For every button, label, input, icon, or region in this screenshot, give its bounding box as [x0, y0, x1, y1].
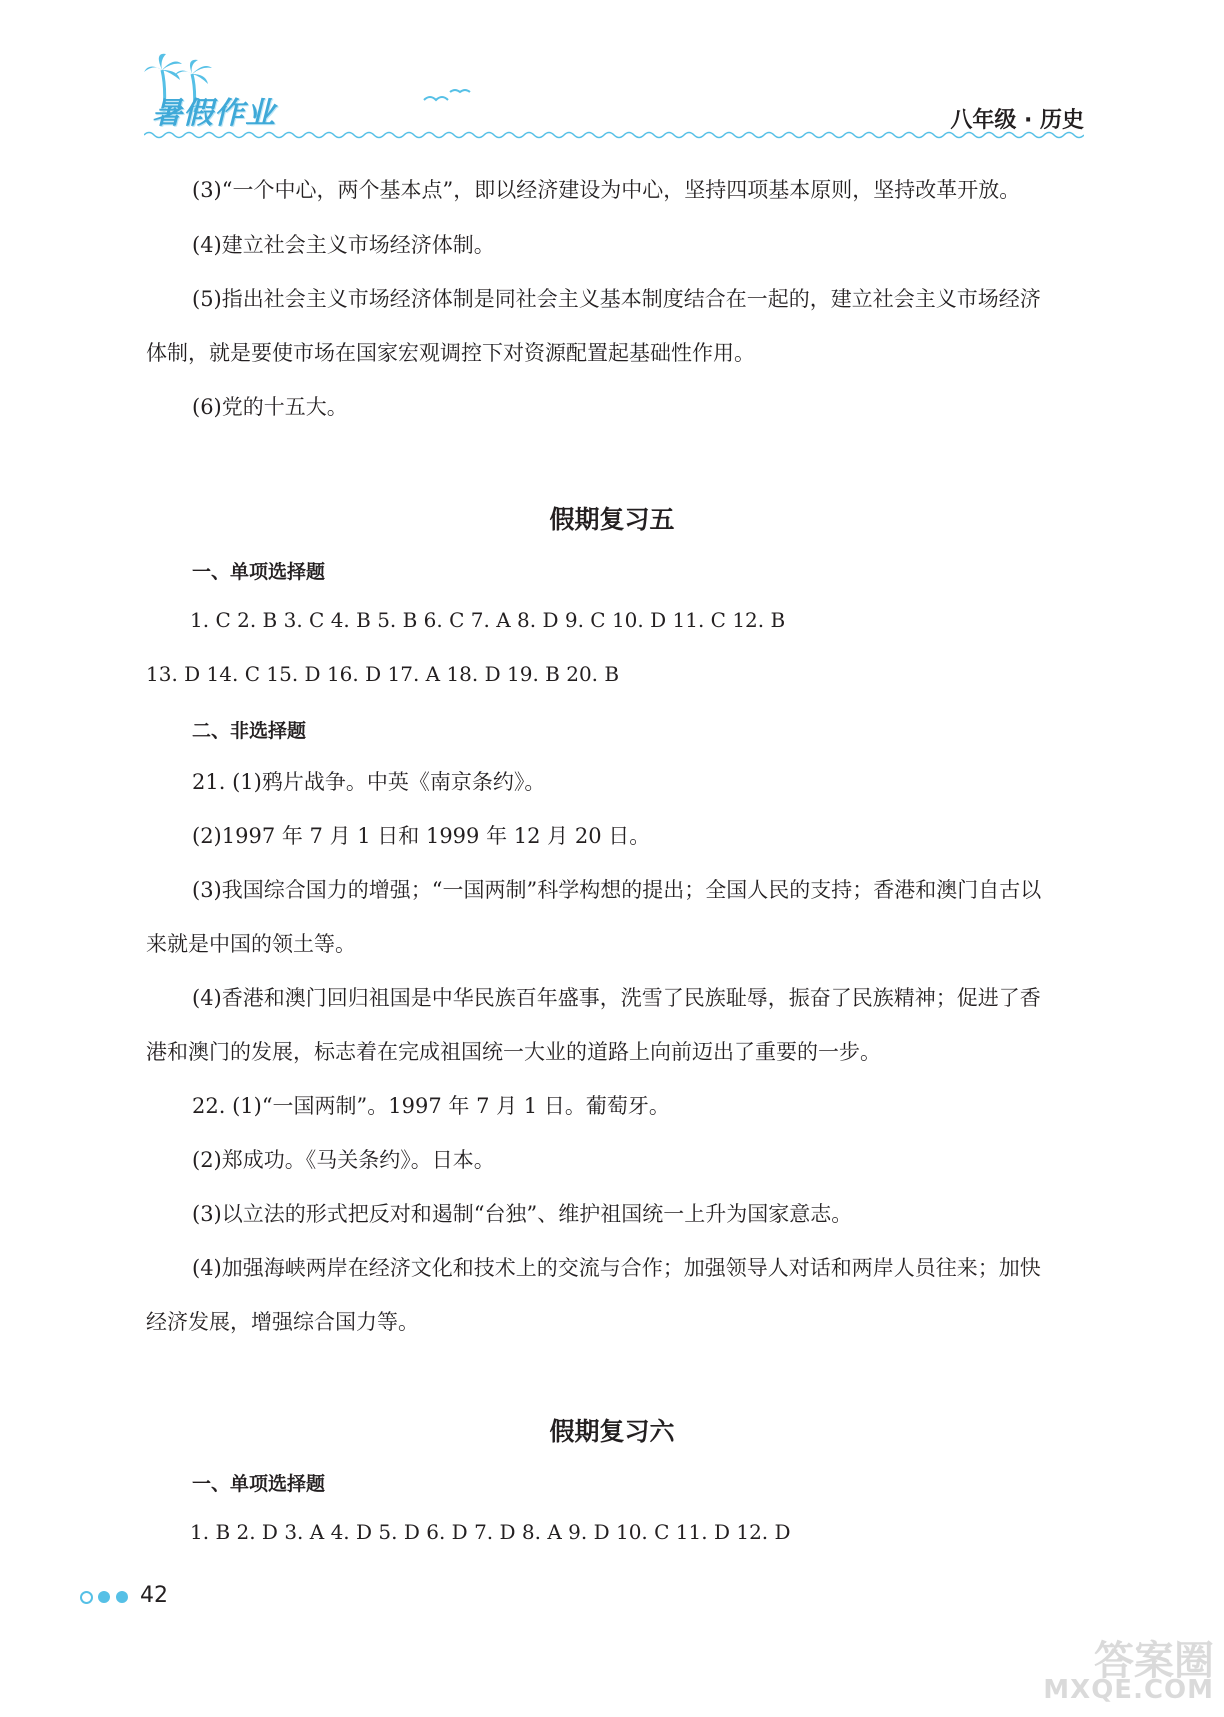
section-title: 假期复习五: [549, 505, 675, 534]
answer-paragraph: 体制，就是要使市场在国家宏观调控下对资源配置起基础性作用。: [146, 341, 755, 365]
page-number: 42: [140, 1583, 168, 1608]
answer-paragraph: (4)建立社会主义市场经济体制。: [192, 233, 495, 257]
choice-answers-row: 13. D 14. C 15. D 16. D 17. A 18. D 19. B 20. B: [146, 662, 620, 686]
answer-paragraph: 港和澳门的发展，标志着在完成祖国统一大业的道路上向前迈出了重要的一步。: [146, 1040, 881, 1064]
hollow-dot-icon: [80, 1591, 93, 1604]
answer-paragraph: (3)我国综合国力的增强；“一国两制”科学构想的提出；全国人民的支持；香港和澳门自古以: [192, 878, 1042, 902]
answer-paragraph: (5)指出社会主义市场经济体制是同社会主义基本制度结合在一起的，建立社会主义市场经济: [192, 287, 1041, 311]
summer-homework-logo: [144, 52, 294, 142]
answer-paragraph: (3)以立法的形式把反对和遏制“台独”、维护祖国统一上升为国家意志。: [192, 1202, 853, 1226]
watermark-domain: MXQE.COM: [1043, 1675, 1214, 1705]
header-wave-divider: [144, 130, 1084, 140]
dot-icon: [98, 1591, 110, 1603]
answer-paragraph: 经济发展，增强综合国力等。: [146, 1310, 419, 1334]
section-title: 假期复习六: [549, 1417, 675, 1446]
watermark-brand: 答案圈: [1094, 1638, 1214, 1684]
answer-paragraph: 来就是中国的领土等。: [146, 932, 356, 956]
choice-answers-row: 1. C 2. B 3. C 4. B 5. B 6. C 7. A 8. D 9. C 10. D 11. C 12. B: [190, 608, 786, 632]
part-heading: 一、单项选择题: [192, 561, 326, 583]
answer-paragraph: 21. (1)鸦片战争。中英《南京条约》。: [192, 770, 546, 794]
birds-icon: [422, 86, 472, 110]
answer-paragraph: (3)“一个中心，两个基本点”，即以经济建设为中心，坚持四项基本原则，坚持改革开放。: [192, 178, 1021, 202]
logo-text: 暑假作业: [152, 96, 276, 131]
watermark-logo: [1024, 1629, 1214, 1709]
answer-paragraph: (4)香港和澳门回归祖国是中华民族百年盛事，洗雪了民族耻辱，振奋了民族精神；促进了香: [192, 986, 1041, 1010]
choice-answers-row: 1. B 2. D 3. A 4. D 5. D 6. D 7. D 8. A 9. D 10. C 11. D 12. D: [190, 1520, 791, 1544]
part-heading: 一、单项选择题: [192, 1473, 326, 1495]
grade-subject-label: 八年级 · 历史: [950, 108, 1084, 133]
answer-paragraph: (6)党的十五大。: [192, 395, 348, 419]
answer-paragraph: (4)加强海峡两岸在经济文化和技术上的交流与合作；加强领导人对话和两岸人员往来；加快: [192, 1256, 1041, 1280]
answer-paragraph: (2)郑成功。《马关条约》。日本。: [192, 1148, 495, 1172]
answer-paragraph: 22. (1)“一国两制”。1997 年 7 月 1 日。葡萄牙。: [192, 1094, 670, 1118]
part-heading: 二、非选择题: [192, 720, 307, 742]
answer-paragraph: (2)1997 年 7 月 1 日和 1999 年 12 月 20 日。: [192, 824, 651, 848]
page-header: [0, 0, 1224, 150]
dot-icon: [116, 1591, 128, 1603]
